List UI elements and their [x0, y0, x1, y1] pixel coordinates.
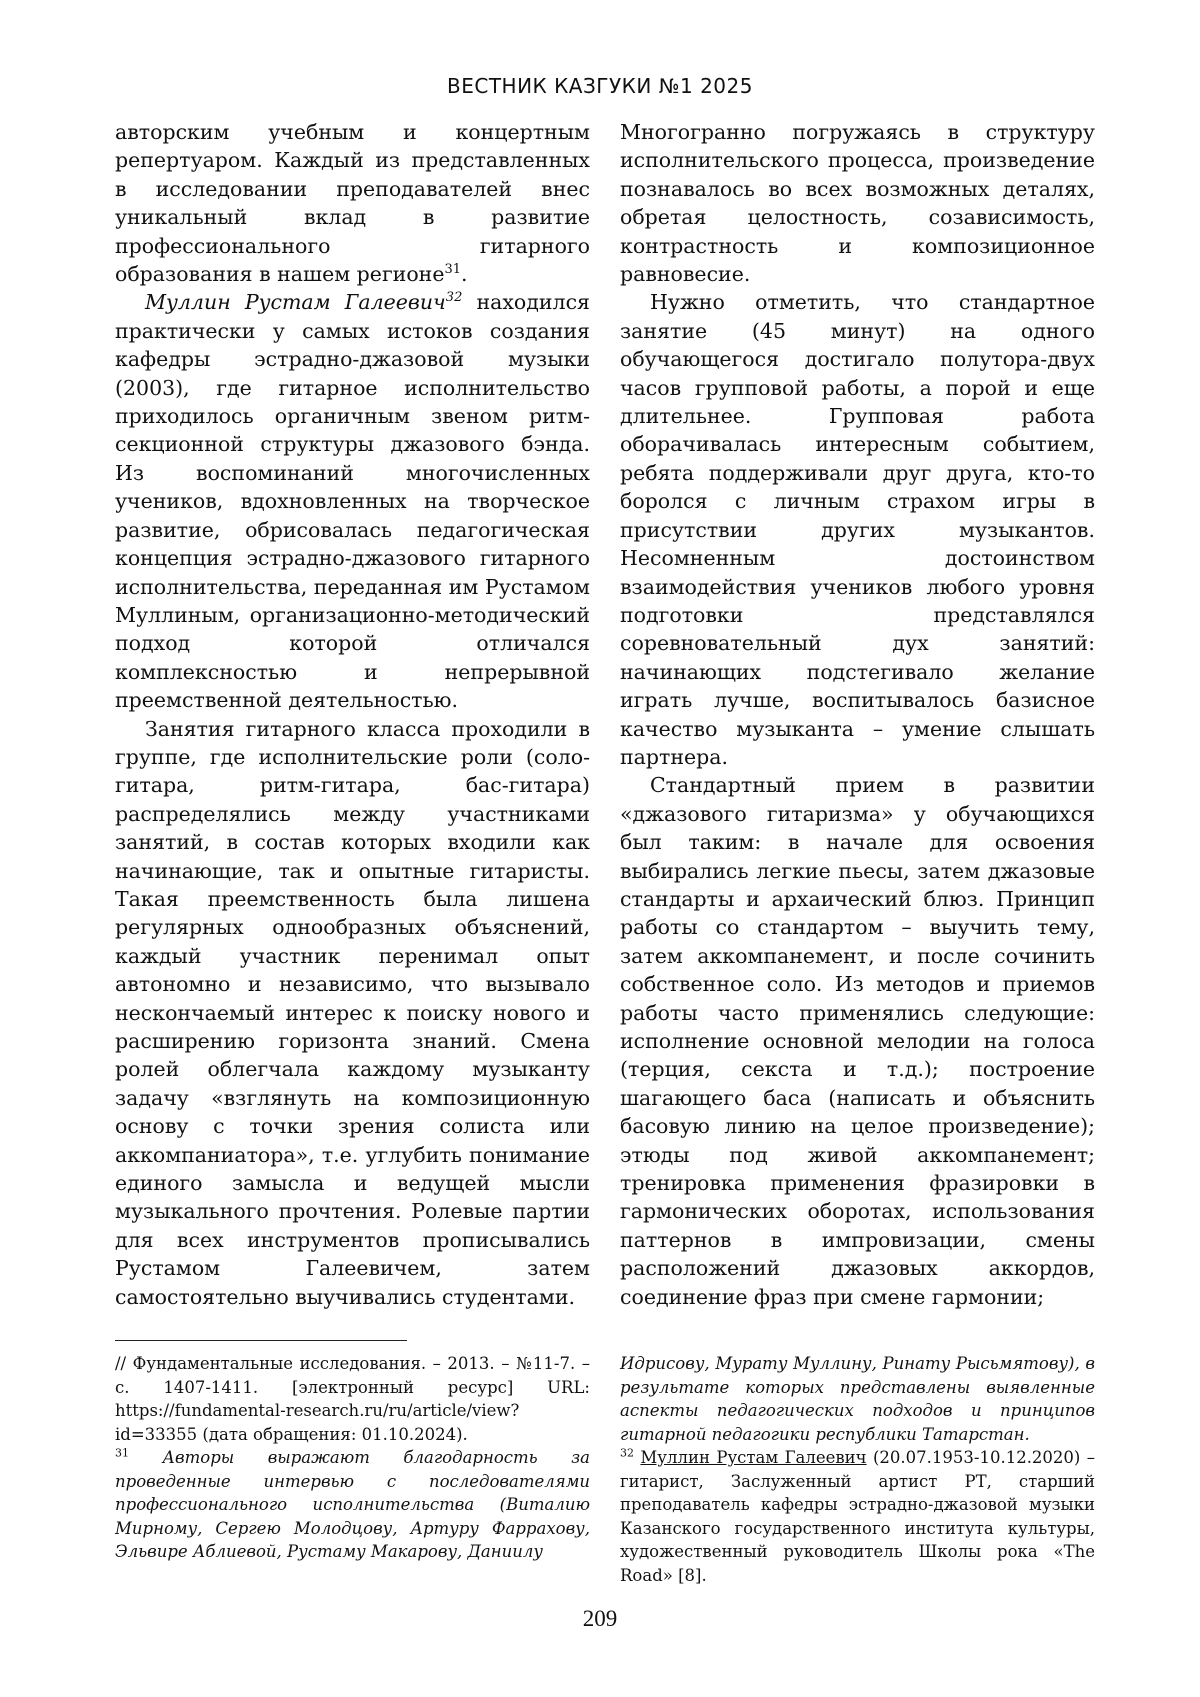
journal-header: ВЕСТНИК КАЗГУКИ №1 2025: [447, 74, 753, 98]
footnote-ref: 31: [444, 262, 462, 278]
paragraph: авторским учебным и концертным репертуаром. Каждый из представленных в исследовании преподавателей внес уникальный вклад в развитие профессионального гитарного образования в нашем регионе$^{31}$.: [115, 120, 590, 287]
footnote-continuation: // Фундаментальные исследования. – 2013. – №11-7. – с. 1407-1411. [электронный ресурс] URL: https://fundamental-research.ru/ru/article/view?id=33355 (дата обращения: 01.10.2024).: [115, 1354, 590, 1444]
paragraph: Нужно отметить, что стандартное занятие (45 минут) на одного обучающегося достигало полутора-двух часов групповой работы, а порой и еще длительнее. Групповая работа оборачивалась интересным событием, ребята поддерживали друг друга, кто-то боролся с личным страхом игры в присутствии других музыкантов. Несомненным достоинством взаимодействия учеников любого уровня подготовки представлялся соревновательный дух занятий: начинающих подстегивало желание играть лучше, воспитывалось базисное качество музыканта – умение слышать партнера.: [620, 290, 1095, 769]
footnote-32: $^{32}$ Муллин Рустам Галеевич (20.07.1953-10.12.2020) – гитарист, Заслуженный артист РТ, старший преподаватель кафедры эстрадно-джазовой музыки Казанского государственного института культуры, художественный руководитель Школы рока «The Road» [8].: [620, 1446, 1096, 1585]
footnote-31-continuation: Идрисову, Мурату Муллину, Ринату Рысьмятову), в результате которых представлены выявленные аспекты педагогических подходов и принципов гитарной педагогики республики Татарстан.: [620, 1354, 1095, 1444]
footnote-ref: 32: [445, 290, 463, 306]
footnotes-left: [115, 1352, 590, 1564]
paragraph: Занятия гитарного класса проходили в группе, где исполнительские роли (соло-гитара, ритм-гитара, бас-гитара) распределялись между участниками занятий, в состав которых входили как начинающие, так и опытные гитаристы. Такая преемственность была лишена регулярных однообразных объяснений, каждый участник перенимал опыт автономно и независимо, что вызывало нескончаемый интерес к поиску нового и расширению горизонта знаний. Смена ролей облегчала каждому музыканту задачу «взглянуть на композиционную основу с точки зрения солиста или аккомпаниатора», т.е. углубить понимание единого замысла и ведущей мысли музыкального прочтения. Ролевые партии для всех инструментов прописывались Рустамом Галеевичем, затем самостоятельно выучивались студентами.: [115, 716, 590, 1309]
footnote-31: $^{31}$ Авторы выражают благодарность за проведенные интервью с последователями профессионального исполнительства (Виталию Мирному, Сергею Молодцову, Артуру Фаррахову, Эльвире Аблиевой, Рустаму Макарову, Даниилу: [115, 1446, 590, 1561]
left-column: [115, 118, 590, 1311]
paragraph: Муллин Рустам Галеевич$^{32}$ находился практически у самых истоков создания кафедры эстрадно-джазовой музыки (2003), где гитарное исполнительство приходилось органичным звеном ритм-секционной структуры джазового бэнда. Из воспоминаний многочисленных учеников, вдохновленных на творческое развитие, обрисовалась педагогическая концепция эстрадно-джазового гитарного исполнительства, переданная им Рустамом Муллиным, организационно-методический подход которой отличался комплексностью и непрерывной преемственной деятельностью.: [115, 290, 590, 713]
paragraph: Стандартный прием в развитии «джазового гитаризма» у обучающихся был таким: в начале для освоения выбирались легкие пьесы, затем джазовые стандарты и архаический блюз. Принцип работы со стандартом – выучить тему, затем аккомпанемент, и после сочинить собственное соло. Из методов и приемов работы часто применялись следующие: исполнение основной мелодии на голоса (терция, секста и т.д.); построение шагающего баса (написать и объяснить басовую линию на целое произведение); этюды под живой аккомпанемент; тренировка применения фразировки в гармонических оборотах, использования паттернов в импровизации, смены расположений джазовых аккордов, соединение фраз при смене гармонии;: [620, 773, 1095, 1309]
person-name: Муллин Рустам Галеевич: [145, 290, 446, 315]
paragraph: Многогранно погружаясь в структуру исполнительского процесса, произведение познавалось во всех возможных деталях, обретая целостность, созависимость, контрастность и композиционное равновесие.: [620, 120, 1095, 287]
right-column: [620, 118, 1095, 1311]
footnotes-right: [620, 1352, 1095, 1587]
person-name: Муллин Рустам Галеевич: [640, 1448, 867, 1467]
footnote-divider: [115, 1340, 407, 1341]
page-number: 209: [582, 1606, 618, 1631]
